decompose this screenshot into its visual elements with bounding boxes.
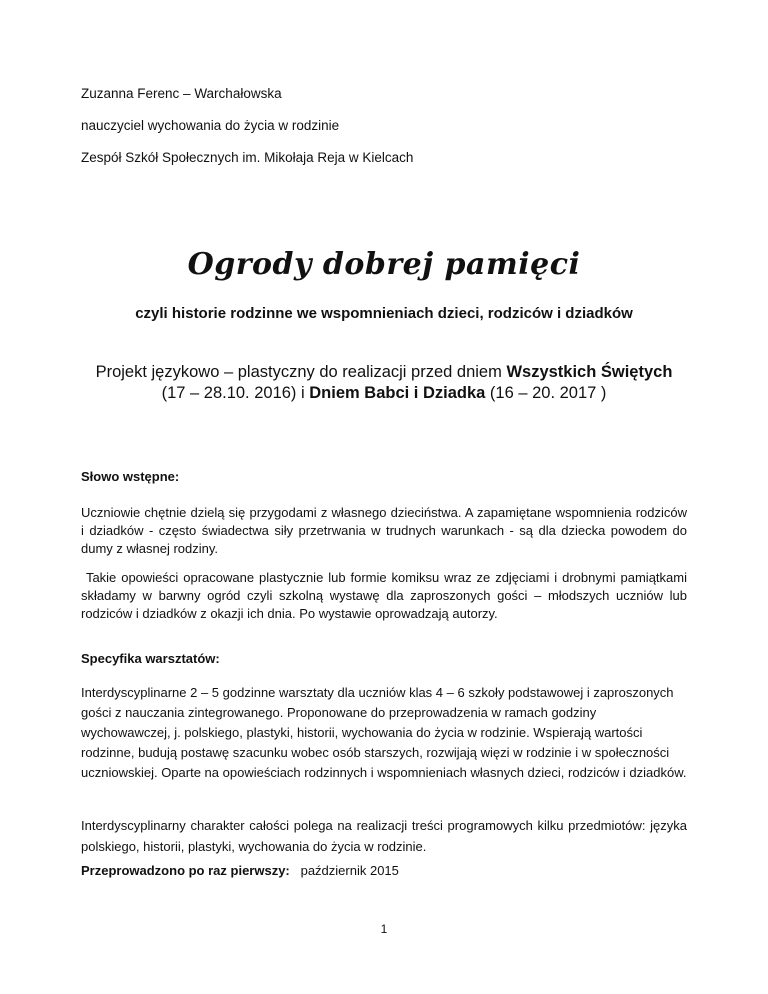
first-conducted — [81, 863, 399, 879]
intro-paragraph-1: Uczniowie chętnie dzielą się przygodami z własnego dzieciństwa. A zapamiętane wspomnienia rodziców i dziadków - często świadectwa siły przetrwania w trudnych warunkach - są dla dziecka powodem do dumy z własnej rodziny. — [81, 505, 687, 556]
author-role: nauczyciel wychowania do życia w rodzinie — [81, 118, 340, 133]
project-holiday-2: Dniem Babci i Dziadka — [309, 384, 486, 402]
first-conducted-label: Przeprowadzono po raz pierwszy: — [81, 863, 290, 878]
intro-heading: Słowo wstępne: — [81, 469, 180, 484]
workshops-paragraph-1: Interdyscyplinarne 2 – 5 godzinne warsztaty dla uczniów klas 4 – 6 szkoły podstawowej i zaproszonych gości z nauczania zintegrowanego. Proponowane do przeprowadzenia w ramach godziny wychowawczej, j. polskiego, plastyki, historii, wychowania do życia w rodzinie. Wspierają wartości rodzinne, budują postawę szacunku wobec osób starszych, rozwijają więzi w rodzinie i w społeczności uczniowskiej. Oparte na opowieściach rodzinnych i wspomnieniach własnych dzieci, rodziców i dziadków. — [81, 685, 687, 780]
project-prefix: Projekt językowo – plastyczny do realizacji przed dniem — [95, 363, 507, 381]
page-number: 1 — [380, 922, 388, 936]
intro-paragraph-2: Takie opowieści opracowane plastycznie lub formie komiksu wraz ze zdjęciami i drobnymi pamiątkami składamy w barwny ogród czyli szkolną wystawę dla zaproszonych gości – młodszych uczniów lub rodziców i dziadków z okazji ich dnia. Po wystawie oprowadzają autorzy. — [81, 570, 691, 621]
first-conducted-date: październik 2015 — [289, 863, 399, 878]
project-holiday-1: Wszystkich Świętych — [506, 363, 673, 381]
project-description — [80, 362, 688, 404]
workshops-heading: Specyfika warsztatów: — [81, 651, 220, 666]
project-dates-2: (16 – 20. 2017 ) — [485, 384, 607, 402]
project-dates-1: (17 – 28.10. 2016) i — [161, 384, 310, 402]
document-title: Ogrody dobrej pamięci — [187, 247, 581, 282]
workshops-paragraph-2: Interdyscyplinarny charakter całości polega na realizacji treści programowych kilku przedmiotów: języka polskiego, historii, plastyki, wychowania do życia w rodzinie. — [81, 818, 687, 854]
author-school: Zespół Szkół Społecznych im. Mikołaja Reja w Kielcach — [81, 150, 414, 165]
document-subtitle: czyli historie rodzinne we wspomnieniach dzieci, rodziców i dziadków — [135, 305, 633, 322]
author-name: Zuzanna Ferenc – Warchałowska — [81, 86, 282, 101]
